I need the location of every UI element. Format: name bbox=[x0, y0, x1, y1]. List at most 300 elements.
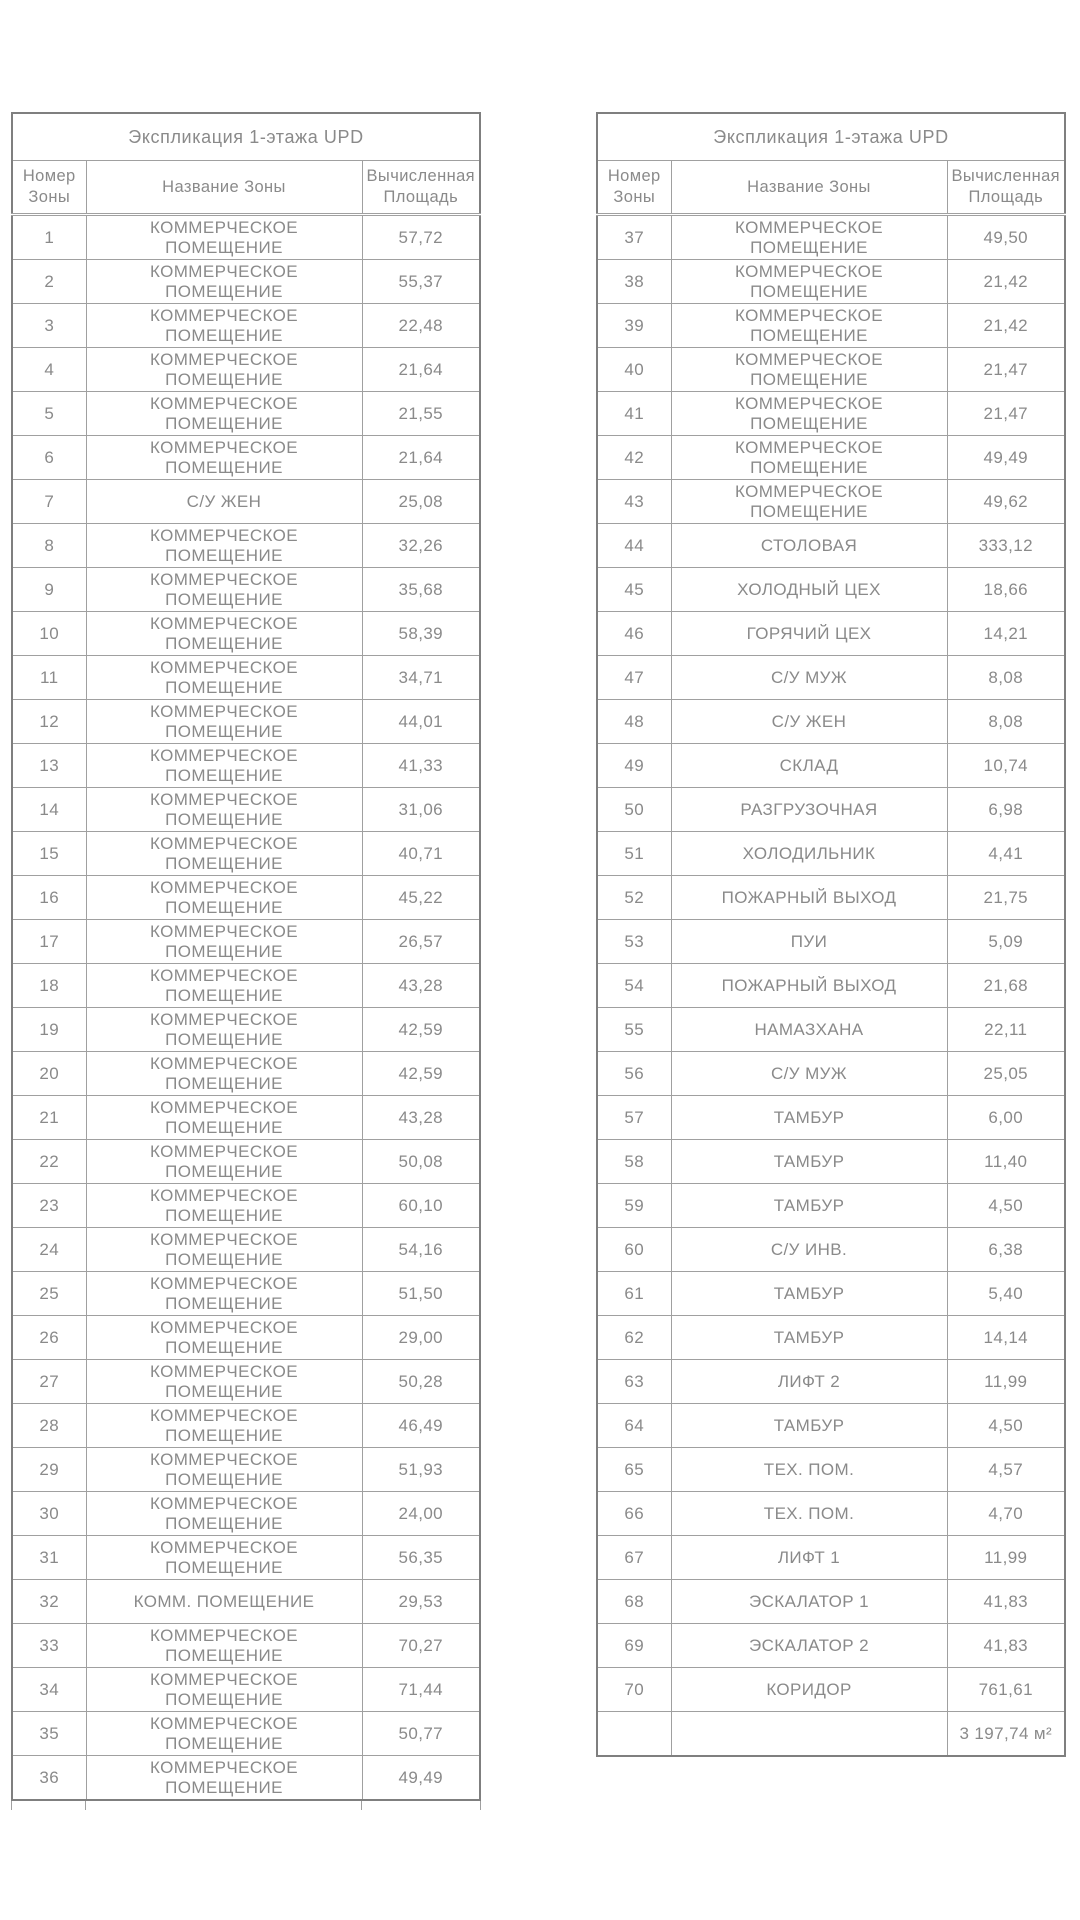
table-row bbox=[597, 788, 1065, 832]
table-row bbox=[12, 1624, 480, 1668]
zone-area-cell: 29,53 bbox=[362, 1580, 480, 1624]
zone-name-cell: КОММЕРЧЕСКОЕ ПОМЕЩЕНИЕ bbox=[86, 1228, 362, 1272]
zone-number-cell: 9 bbox=[12, 568, 86, 612]
table-header-row bbox=[597, 161, 1065, 215]
table-row bbox=[597, 524, 1065, 568]
zone-name-cell: КОММЕРЧЕСКОЕ ПОМЕЩЕНИЕ bbox=[86, 920, 362, 964]
zone-number-cell: 1 bbox=[12, 215, 86, 260]
zone-area-cell: 11,99 bbox=[947, 1360, 1065, 1404]
zone-name-cell: КОММЕРЧЕСКОЕ ПОМЕЩЕНИЕ bbox=[86, 1712, 362, 1756]
table-row bbox=[597, 568, 1065, 612]
table-row bbox=[597, 744, 1065, 788]
zone-name-cell: КОММЕРЧЕСКОЕ ПОМЕЩЕНИЕ bbox=[86, 304, 362, 348]
zone-area-cell: 43,28 bbox=[362, 1096, 480, 1140]
zone-number-cell: 17 bbox=[12, 920, 86, 964]
table-title: Экспликация 1-этажа UPD bbox=[12, 113, 480, 161]
zone-name-cell: КОММЕРЧЕСКОЕ ПОМЕЩЕНИЕ bbox=[671, 480, 947, 524]
zone-name-cell: НАМАЗХАНА bbox=[671, 1008, 947, 1052]
zone-number-cell: 52 bbox=[597, 876, 671, 920]
zone-number-cell: 66 bbox=[597, 1492, 671, 1536]
zone-area-cell: 5,09 bbox=[947, 920, 1065, 964]
zone-name-cell: ПОЖАРНЫЙ ВЫХОД bbox=[671, 876, 947, 920]
zone-name-cell: КОММЕРЧЕСКОЕ ПОМЕЩЕНИЕ bbox=[86, 568, 362, 612]
zone-area-cell: 14,21 bbox=[947, 612, 1065, 656]
zone-area-cell: 5,40 bbox=[947, 1272, 1065, 1316]
table-row bbox=[12, 876, 480, 920]
zone-table bbox=[596, 112, 1066, 1757]
zone-name-cell: РАЗГРУЗОЧНАЯ bbox=[671, 788, 947, 832]
zone-name-cell: ТЕХ. ПОМ. bbox=[671, 1448, 947, 1492]
table-body bbox=[12, 215, 480, 1801]
zone-name-cell: КОММЕРЧЕСКОЕ ПОМЕЩЕНИЕ bbox=[86, 1404, 362, 1448]
zone-number-cell: 20 bbox=[12, 1052, 86, 1096]
zone-name-cell: ТАМБУР bbox=[671, 1404, 947, 1448]
zone-number-cell: 6 bbox=[12, 436, 86, 480]
zone-name-cell: ЛИФТ 2 bbox=[671, 1360, 947, 1404]
table-header-row bbox=[12, 161, 480, 215]
zone-area-cell: 333,12 bbox=[947, 524, 1065, 568]
zone-area-cell: 4,50 bbox=[947, 1184, 1065, 1228]
zone-area-cell: 4,41 bbox=[947, 832, 1065, 876]
table-row bbox=[12, 1580, 480, 1624]
zone-number-cell: 56 bbox=[597, 1052, 671, 1096]
zone-number-cell: 53 bbox=[597, 920, 671, 964]
zone-name-cell: КОММЕРЧЕСКОЕ ПОМЕЩЕНИЕ bbox=[86, 392, 362, 436]
zone-number-cell: 64 bbox=[597, 1404, 671, 1448]
table-row bbox=[597, 215, 1065, 260]
zone-area-cell: 41,33 bbox=[362, 744, 480, 788]
zone-number-cell: 13 bbox=[12, 744, 86, 788]
zone-area-cell: 25,08 bbox=[362, 480, 480, 524]
zone-number-cell: 21 bbox=[12, 1096, 86, 1140]
zone-number-cell bbox=[597, 1712, 671, 1757]
table-row bbox=[597, 612, 1065, 656]
column-header-computed-area: Вычисленная Площадь bbox=[947, 161, 1065, 215]
table-row bbox=[597, 1052, 1065, 1096]
zone-name-cell: КОММЕРЧЕСКОЕ ПОМЕЩЕНИЕ bbox=[86, 524, 362, 568]
table-row bbox=[12, 524, 480, 568]
table-row bbox=[597, 304, 1065, 348]
zone-number-cell: 49 bbox=[597, 744, 671, 788]
zone-area-cell: 40,71 bbox=[362, 832, 480, 876]
zone-area-cell: 3 197,74 м² bbox=[947, 1712, 1065, 1757]
column-header-zone-name: Название Зоны bbox=[86, 161, 362, 215]
table-row bbox=[597, 348, 1065, 392]
table-row bbox=[597, 876, 1065, 920]
zone-area-cell: 4,50 bbox=[947, 1404, 1065, 1448]
zone-name-cell: С/У ИНВ. bbox=[671, 1228, 947, 1272]
zone-area-cell: 11,99 bbox=[947, 1536, 1065, 1580]
zone-number-cell: 54 bbox=[597, 964, 671, 1008]
zone-name-cell: КОММЕРЧЕСКОЕ ПОМЕЩЕНИЕ bbox=[86, 1140, 362, 1184]
zone-area-cell: 10,74 bbox=[947, 744, 1065, 788]
zone-number-cell: 12 bbox=[12, 700, 86, 744]
table-row bbox=[597, 1008, 1065, 1052]
table-row bbox=[597, 1096, 1065, 1140]
zone-name-cell: С/У МУЖ bbox=[671, 1052, 947, 1096]
table-row bbox=[12, 392, 480, 436]
zone-area-cell: 21,75 bbox=[947, 876, 1065, 920]
total-row bbox=[597, 1712, 1065, 1757]
zone-name-cell: КОММЕРЧЕСКОЕ ПОМЕЩЕНИЕ bbox=[86, 1008, 362, 1052]
zone-name-cell: КОММЕРЧЕСКОЕ ПОМЕЩЕНИЕ bbox=[86, 876, 362, 920]
zone-area-cell: 761,61 bbox=[947, 1668, 1065, 1712]
zone-name-cell: КОММЕРЧЕСКОЕ ПОМЕЩЕНИЕ bbox=[86, 656, 362, 700]
zone-number-cell: 44 bbox=[597, 524, 671, 568]
table-row bbox=[12, 1272, 480, 1316]
explication-table-left bbox=[11, 112, 481, 1810]
zone-area-cell: 6,00 bbox=[947, 1096, 1065, 1140]
zone-area-cell: 51,50 bbox=[362, 1272, 480, 1316]
zone-area-cell: 56,35 bbox=[362, 1536, 480, 1580]
zone-number-cell: 37 bbox=[597, 215, 671, 260]
zone-number-cell: 61 bbox=[597, 1272, 671, 1316]
zone-name-cell: ТАМБУР bbox=[671, 1316, 947, 1360]
zone-number-cell: 62 bbox=[597, 1316, 671, 1360]
zone-number-cell: 48 bbox=[597, 700, 671, 744]
zone-name-cell: КОММЕРЧЕСКОЕ ПОМЕЩЕНИЕ bbox=[86, 832, 362, 876]
zone-number-cell: 68 bbox=[597, 1580, 671, 1624]
zone-number-cell: 33 bbox=[12, 1624, 86, 1668]
zone-area-cell: 14,14 bbox=[947, 1316, 1065, 1360]
zone-number-cell: 23 bbox=[12, 1184, 86, 1228]
table-row bbox=[12, 568, 480, 612]
table-row bbox=[12, 920, 480, 964]
zone-area-cell: 22,48 bbox=[362, 304, 480, 348]
zone-name-cell: КОММЕРЧЕСКОЕ ПОМЕЩЕНИЕ bbox=[86, 1272, 362, 1316]
zone-name-cell: КОММЕРЧЕСКОЕ ПОМЕЩЕНИЕ bbox=[86, 1668, 362, 1712]
table-row bbox=[597, 1668, 1065, 1712]
table-row bbox=[12, 656, 480, 700]
zone-number-cell: 4 bbox=[12, 348, 86, 392]
zone-area-cell: 4,57 bbox=[947, 1448, 1065, 1492]
zone-name-cell: ГОРЯЧИЙ ЦЕХ bbox=[671, 612, 947, 656]
table-row bbox=[12, 1228, 480, 1272]
table-title-row bbox=[597, 113, 1065, 161]
zone-number-cell: 14 bbox=[12, 788, 86, 832]
zone-number-cell: 57 bbox=[597, 1096, 671, 1140]
table-row bbox=[597, 1228, 1065, 1272]
table-continuation-stub bbox=[11, 1801, 481, 1810]
zone-area-cell: 11,40 bbox=[947, 1140, 1065, 1184]
zone-number-cell: 25 bbox=[12, 1272, 86, 1316]
table-row bbox=[597, 260, 1065, 304]
table-row bbox=[12, 1360, 480, 1404]
zone-name-cell: КОММЕРЧЕСКОЕ ПОМЕЩЕНИЕ bbox=[86, 1052, 362, 1096]
zone-name-cell: КОММЕРЧЕСКОЕ ПОМЕЩЕНИЕ bbox=[86, 215, 362, 260]
table-row bbox=[597, 1184, 1065, 1228]
table-title: Экспликация 1-этажа UPD bbox=[597, 113, 1065, 161]
zone-area-cell: 54,16 bbox=[362, 1228, 480, 1272]
zone-name-cell: С/У ЖЕН bbox=[671, 700, 947, 744]
zone-name-cell: ЛИФТ 1 bbox=[671, 1536, 947, 1580]
zone-number-cell: 42 bbox=[597, 436, 671, 480]
column-header-zone-name: Название Зоны bbox=[671, 161, 947, 215]
explication-table-right bbox=[596, 112, 1063, 1757]
table-row bbox=[597, 1492, 1065, 1536]
zone-number-cell: 3 bbox=[12, 304, 86, 348]
table-row bbox=[12, 348, 480, 392]
zone-name-cell: ЭСКАЛАТОР 2 bbox=[671, 1624, 947, 1668]
table-row bbox=[12, 744, 480, 788]
zone-number-cell: 60 bbox=[597, 1228, 671, 1272]
zone-area-cell: 21,47 bbox=[947, 348, 1065, 392]
zone-number-cell: 36 bbox=[12, 1756, 86, 1801]
table-row bbox=[12, 1536, 480, 1580]
table-row bbox=[12, 480, 480, 524]
zone-area-cell: 21,55 bbox=[362, 392, 480, 436]
table-row bbox=[12, 1140, 480, 1184]
zone-number-cell: 67 bbox=[597, 1536, 671, 1580]
zone-number-cell: 16 bbox=[12, 876, 86, 920]
zone-area-cell: 70,27 bbox=[362, 1624, 480, 1668]
table-row bbox=[12, 260, 480, 304]
zone-number-cell: 18 bbox=[12, 964, 86, 1008]
zone-name-cell: КОММЕРЧЕСКОЕ ПОМЕЩЕНИЕ bbox=[86, 1492, 362, 1536]
table-title-row bbox=[12, 113, 480, 161]
table-row bbox=[12, 436, 480, 480]
table-row bbox=[597, 1316, 1065, 1360]
zone-number-cell: 32 bbox=[12, 1580, 86, 1624]
zone-number-cell: 43 bbox=[597, 480, 671, 524]
zone-area-cell: 60,10 bbox=[362, 1184, 480, 1228]
zone-area-cell: 41,83 bbox=[947, 1624, 1065, 1668]
zone-area-cell: 50,28 bbox=[362, 1360, 480, 1404]
zone-number-cell: 46 bbox=[597, 612, 671, 656]
zone-number-cell: 30 bbox=[12, 1492, 86, 1536]
zone-area-cell: 35,68 bbox=[362, 568, 480, 612]
zone-area-cell: 21,47 bbox=[947, 392, 1065, 436]
zone-name-cell: ЭСКАЛАТОР 1 bbox=[671, 1580, 947, 1624]
zone-name-cell bbox=[671, 1712, 947, 1757]
zone-area-cell: 58,39 bbox=[362, 612, 480, 656]
zone-name-cell: КОММЕРЧЕСКОЕ ПОМЕЩЕНИЕ bbox=[86, 612, 362, 656]
zone-name-cell: ТЕХ. ПОМ. bbox=[671, 1492, 947, 1536]
zone-number-cell: 5 bbox=[12, 392, 86, 436]
table-row bbox=[597, 1404, 1065, 1448]
table-row bbox=[12, 700, 480, 744]
zone-name-cell: КОММЕРЧЕСКОЕ ПОМЕЩЕНИЕ bbox=[86, 964, 362, 1008]
zone-area-cell: 71,44 bbox=[362, 1668, 480, 1712]
zone-area-cell: 6,98 bbox=[947, 788, 1065, 832]
table-row bbox=[12, 1096, 480, 1140]
zone-number-cell: 47 bbox=[597, 656, 671, 700]
zone-name-cell: ТАМБУР bbox=[671, 1096, 947, 1140]
table-row bbox=[597, 1272, 1065, 1316]
table-row bbox=[597, 480, 1065, 524]
table-row bbox=[597, 1448, 1065, 1492]
zone-area-cell: 32,26 bbox=[362, 524, 480, 568]
table-body bbox=[597, 215, 1065, 1757]
zone-area-cell: 44,01 bbox=[362, 700, 480, 744]
zone-name-cell: КОММЕРЧЕСКОЕ ПОМЕЩЕНИЕ bbox=[86, 788, 362, 832]
table-row bbox=[597, 1536, 1065, 1580]
table-row bbox=[597, 1360, 1065, 1404]
zone-name-cell: СТОЛОВАЯ bbox=[671, 524, 947, 568]
zone-name-cell: КОММЕРЧЕСКОЕ ПОМЕЩЕНИЕ bbox=[671, 215, 947, 260]
zone-name-cell: КОММЕРЧЕСКОЕ ПОМЕЩЕНИЕ bbox=[86, 700, 362, 744]
zone-area-cell: 22,11 bbox=[947, 1008, 1065, 1052]
zone-area-cell: 51,93 bbox=[362, 1448, 480, 1492]
zone-area-cell: 50,08 bbox=[362, 1140, 480, 1184]
zone-area-cell: 49,49 bbox=[947, 436, 1065, 480]
zone-area-cell: 21,42 bbox=[947, 260, 1065, 304]
table-row bbox=[597, 392, 1065, 436]
table-row bbox=[597, 964, 1065, 1008]
table-row bbox=[597, 1140, 1065, 1184]
zone-area-cell: 31,06 bbox=[362, 788, 480, 832]
column-header-zone-number: Номер Зоны bbox=[597, 161, 671, 215]
table-row bbox=[12, 1712, 480, 1756]
zone-name-cell: ПУИ bbox=[671, 920, 947, 964]
table-row bbox=[12, 612, 480, 656]
table-row bbox=[597, 656, 1065, 700]
zone-name-cell: КОММЕРЧЕСКОЕ ПОМЕЩЕНИЕ bbox=[671, 260, 947, 304]
zone-area-cell: 34,71 bbox=[362, 656, 480, 700]
table-row bbox=[12, 1668, 480, 1712]
table-row bbox=[12, 1008, 480, 1052]
zone-number-cell: 2 bbox=[12, 260, 86, 304]
zone-area-cell: 43,28 bbox=[362, 964, 480, 1008]
zone-area-cell: 8,08 bbox=[947, 700, 1065, 744]
zone-number-cell: 55 bbox=[597, 1008, 671, 1052]
table-row bbox=[12, 304, 480, 348]
zone-number-cell: 31 bbox=[12, 1536, 86, 1580]
table-row bbox=[597, 436, 1065, 480]
zone-number-cell: 50 bbox=[597, 788, 671, 832]
zone-number-cell: 35 bbox=[12, 1712, 86, 1756]
zone-number-cell: 27 bbox=[12, 1360, 86, 1404]
zone-number-cell: 58 bbox=[597, 1140, 671, 1184]
zone-name-cell: ТАМБУР bbox=[671, 1140, 947, 1184]
table-row bbox=[12, 1316, 480, 1360]
table-row bbox=[597, 1624, 1065, 1668]
table-row bbox=[12, 1052, 480, 1096]
zone-area-cell: 4,70 bbox=[947, 1492, 1065, 1536]
table-row bbox=[12, 1448, 480, 1492]
zone-area-cell: 21,64 bbox=[362, 436, 480, 480]
zone-area-cell: 21,68 bbox=[947, 964, 1065, 1008]
zone-name-cell: КОММЕРЧЕСКОЕ ПОМЕЩЕНИЕ bbox=[86, 260, 362, 304]
zone-name-cell: КОММЕРЧЕСКОЕ ПОМЕЩЕНИЕ bbox=[86, 1184, 362, 1228]
table-row bbox=[12, 1492, 480, 1536]
zone-area-cell: 46,49 bbox=[362, 1404, 480, 1448]
zone-area-cell: 57,72 bbox=[362, 215, 480, 260]
zone-number-cell: 70 bbox=[597, 1668, 671, 1712]
zone-area-cell: 49,49 bbox=[362, 1756, 480, 1801]
zone-area-cell: 42,59 bbox=[362, 1052, 480, 1096]
zone-number-cell: 10 bbox=[12, 612, 86, 656]
zone-number-cell: 15 bbox=[12, 832, 86, 876]
zone-name-cell: ПОЖАРНЫЙ ВЫХОД bbox=[671, 964, 947, 1008]
zone-name-cell: КОММЕРЧЕСКОЕ ПОМЕЩЕНИЕ bbox=[86, 1316, 362, 1360]
zone-number-cell: 29 bbox=[12, 1448, 86, 1492]
column-header-zone-number: Номер Зоны bbox=[12, 161, 86, 215]
zone-area-cell: 49,50 bbox=[947, 215, 1065, 260]
zone-name-cell: КОММЕРЧЕСКОЕ ПОМЕЩЕНИЕ bbox=[86, 1448, 362, 1492]
zone-name-cell: КОММЕРЧЕСКОЕ ПОМЕЩЕНИЕ bbox=[86, 1624, 362, 1668]
zone-name-cell: КОММЕРЧЕСКОЕ ПОМЕЩЕНИЕ bbox=[86, 348, 362, 392]
zone-name-cell: С/У МУЖ bbox=[671, 656, 947, 700]
zone-name-cell: КОММЕРЧЕСКОЕ ПОМЕЩЕНИЕ bbox=[671, 392, 947, 436]
table-row bbox=[12, 1756, 480, 1801]
zone-area-cell: 42,59 bbox=[362, 1008, 480, 1052]
zone-name-cell: КОММЕРЧЕСКОЕ ПОМЕЩЕНИЕ bbox=[86, 436, 362, 480]
table-row bbox=[12, 964, 480, 1008]
zone-name-cell: ХОЛОДНЫЙ ЦЕХ bbox=[671, 568, 947, 612]
table-row bbox=[12, 788, 480, 832]
zone-area-cell: 24,00 bbox=[362, 1492, 480, 1536]
zone-area-cell: 8,08 bbox=[947, 656, 1065, 700]
zone-number-cell: 63 bbox=[597, 1360, 671, 1404]
zone-area-cell: 55,37 bbox=[362, 260, 480, 304]
zone-number-cell: 38 bbox=[597, 260, 671, 304]
table-row bbox=[12, 215, 480, 260]
zone-area-cell: 45,22 bbox=[362, 876, 480, 920]
zone-name-cell: КОММЕРЧЕСКОЕ ПОМЕЩЕНИЕ bbox=[86, 1536, 362, 1580]
zone-area-cell: 21,64 bbox=[362, 348, 480, 392]
zone-name-cell: КОММ. ПОМЕЩЕНИЕ bbox=[86, 1580, 362, 1624]
zone-number-cell: 39 bbox=[597, 304, 671, 348]
zone-number-cell: 8 bbox=[12, 524, 86, 568]
zone-number-cell: 69 bbox=[597, 1624, 671, 1668]
zone-number-cell: 40 bbox=[597, 348, 671, 392]
table-row bbox=[12, 1404, 480, 1448]
zone-name-cell: КОММЕРЧЕСКОЕ ПОМЕЩЕНИЕ bbox=[86, 744, 362, 788]
zone-name-cell: СКЛАД bbox=[671, 744, 947, 788]
zone-name-cell: С/У ЖЕН bbox=[86, 480, 362, 524]
zone-number-cell: 45 bbox=[597, 568, 671, 612]
table-row bbox=[597, 1580, 1065, 1624]
zone-name-cell: КОММЕРЧЕСКОЕ ПОМЕЩЕНИЕ bbox=[86, 1360, 362, 1404]
zone-number-cell: 19 bbox=[12, 1008, 86, 1052]
zone-number-cell: 34 bbox=[12, 1668, 86, 1712]
zone-area-cell: 21,42 bbox=[947, 304, 1065, 348]
zone-area-cell: 26,57 bbox=[362, 920, 480, 964]
zone-number-cell: 41 bbox=[597, 392, 671, 436]
zone-area-cell: 29,00 bbox=[362, 1316, 480, 1360]
zone-number-cell: 26 bbox=[12, 1316, 86, 1360]
zone-name-cell: КОММЕРЧЕСКОЕ ПОМЕЩЕНИЕ bbox=[671, 348, 947, 392]
zone-area-cell: 25,05 bbox=[947, 1052, 1065, 1096]
zone-number-cell: 7 bbox=[12, 480, 86, 524]
zone-name-cell: КОММЕРЧЕСКОЕ ПОМЕЩЕНИЕ bbox=[671, 304, 947, 348]
column-header-computed-area: Вычисленная Площадь bbox=[362, 161, 480, 215]
zone-number-cell: 51 bbox=[597, 832, 671, 876]
zone-name-cell: КОММЕРЧЕСКОЕ ПОМЕЩЕНИЕ bbox=[671, 436, 947, 480]
zone-number-cell: 24 bbox=[12, 1228, 86, 1272]
zone-area-cell: 18,66 bbox=[947, 568, 1065, 612]
zone-number-cell: 11 bbox=[12, 656, 86, 700]
zone-table bbox=[11, 112, 481, 1801]
table-row bbox=[12, 832, 480, 876]
zone-area-cell: 41,83 bbox=[947, 1580, 1065, 1624]
zone-number-cell: 28 bbox=[12, 1404, 86, 1448]
zone-area-cell: 49,62 bbox=[947, 480, 1065, 524]
zone-name-cell: ТАМБУР bbox=[671, 1272, 947, 1316]
zone-name-cell: КОММЕРЧЕСКОЕ ПОМЕЩЕНИЕ bbox=[86, 1096, 362, 1140]
table-row bbox=[597, 700, 1065, 744]
zone-name-cell: ХОЛОДИЛЬНИК bbox=[671, 832, 947, 876]
zone-area-cell: 50,77 bbox=[362, 1712, 480, 1756]
zone-name-cell: КОРИДОР bbox=[671, 1668, 947, 1712]
zone-area-cell: 6,38 bbox=[947, 1228, 1065, 1272]
table-row bbox=[597, 832, 1065, 876]
zone-number-cell: 65 bbox=[597, 1448, 671, 1492]
zone-number-cell: 59 bbox=[597, 1184, 671, 1228]
zone-name-cell: КОММЕРЧЕСКОЕ ПОМЕЩЕНИЕ bbox=[86, 1756, 362, 1801]
zone-number-cell: 22 bbox=[12, 1140, 86, 1184]
